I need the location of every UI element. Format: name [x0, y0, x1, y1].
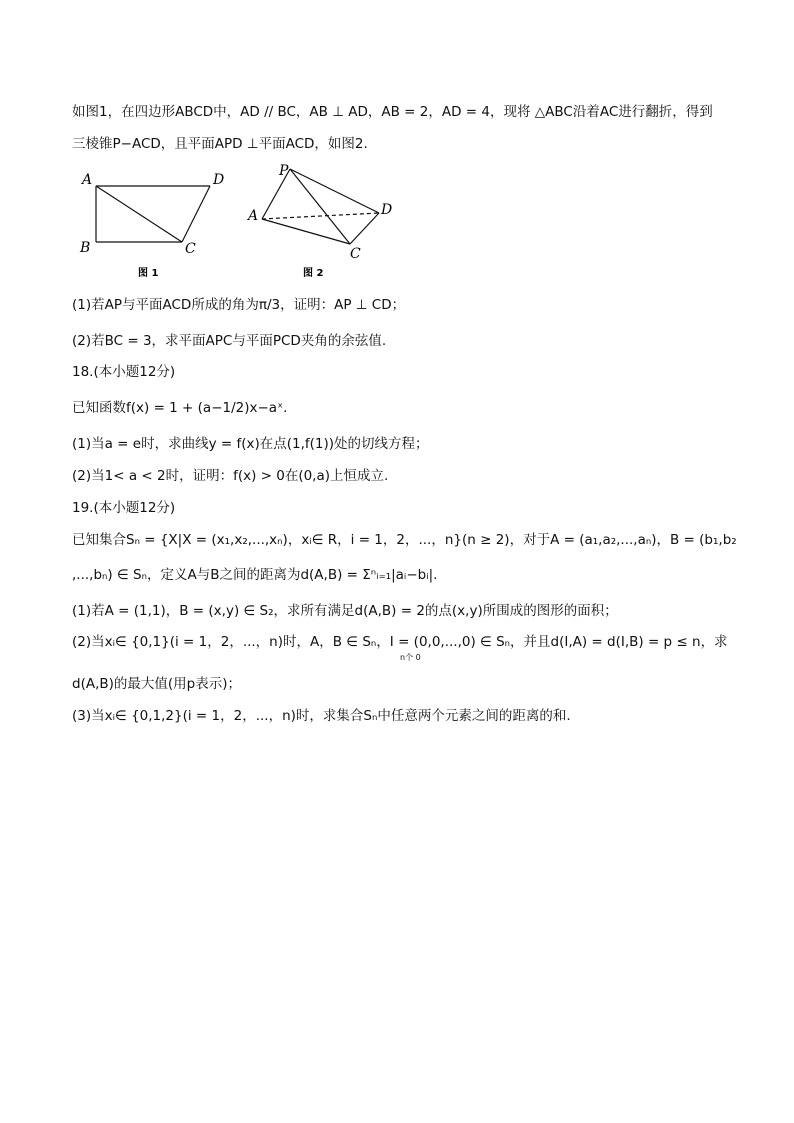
problem19-stem-line2: ,...,bₙ) ∈ Sₙ，定义A与B之间的距离为d(A,B) = Σⁿᵢ₌₁|aᵢ−bᵢ|.	[72, 567, 438, 583]
fig1-vertex-A: A	[82, 172, 93, 188]
figure-2	[262, 169, 379, 244]
fig1-caption: 图 1	[138, 268, 159, 279]
problem17-q2: (2)若BC = 3，求平面APC与平面PCD夹角的余弦值.	[72, 333, 387, 349]
geometry-figures	[72, 162, 412, 284]
problem19-q1: (1)若A = (1,1)，B = (x,y) ∈ S₂，求所有满足d(A,B) = 2的点(x,y)所围成的图形的面积；	[72, 603, 618, 619]
fig2-vertex-P: P	[279, 163, 289, 179]
fig2-vertex-A: A	[248, 208, 259, 224]
underbrace-label: n个 0	[400, 653, 421, 662]
problem17-q1: (1)若AP与平面ACD所成的角为π/3，证明：AP ⊥ CD；	[72, 297, 406, 313]
problem19-q2-line2: d(A,B)的最大值(用p表示)；	[72, 676, 241, 692]
problem17-line1: 如图1，在四边形ABCD中，AD // BC，AB ⊥ AD，AB = 2，AD = 4，现将 △ABC沿着AC进行翻折，得到	[72, 104, 713, 120]
problem18-q2: (2)当1< a < 2时，证明：f(x) > 0在(0,a)上恒成立.	[72, 468, 389, 484]
fig2-vertex-C: C	[350, 246, 361, 262]
problem19-stem-line1: 已知集合Sₙ = {X|X = (x₁,x₂,...,xₙ)，xᵢ∈ R，i = 1，2，...，n}(n ≥ 2)，对于A = (a₁,a₂,...,aₙ)，B = (b₁,b₂	[72, 532, 737, 548]
figure-1	[96, 186, 210, 242]
fig1-vertex-D: D	[213, 172, 225, 188]
problem19-header: 19.(本小题12分)	[72, 500, 176, 516]
fig2-caption: 图 2	[303, 268, 324, 279]
problem19-q3: (3)当xᵢ∈ {0,1,2}(i = 1，2，...，n)时，求集合Sₙ中任意两个元素之间的距离的和.	[72, 708, 571, 724]
problem18-stem: 已知函数f(x) = 1 + (a−1/2)x−aˣ.	[72, 400, 288, 416]
fig1-vertex-C: C	[185, 241, 196, 257]
problem17-line2: 三棱锥P−ACD，且平面APD ⊥平面ACD，如图2.	[72, 136, 368, 152]
problem19-q2-line1: (2)当xᵢ∈ {0,1}(i = 1，2，...，n)时，A，B ∈ Sₙ，I = (0,0,...,0) ∈ Sₙ，并且d(I,A) = d(I,B) = p ≤ n，求	[72, 634, 728, 650]
fig2-vertex-D: D	[381, 202, 393, 218]
fig1-vertex-B: B	[80, 240, 91, 256]
problem18-header: 18.(本小题12分)	[72, 364, 176, 380]
problem18-q1: (1)当a = e时，求曲线y = f(x)在点(1,f(1))处的切线方程；	[72, 436, 429, 452]
